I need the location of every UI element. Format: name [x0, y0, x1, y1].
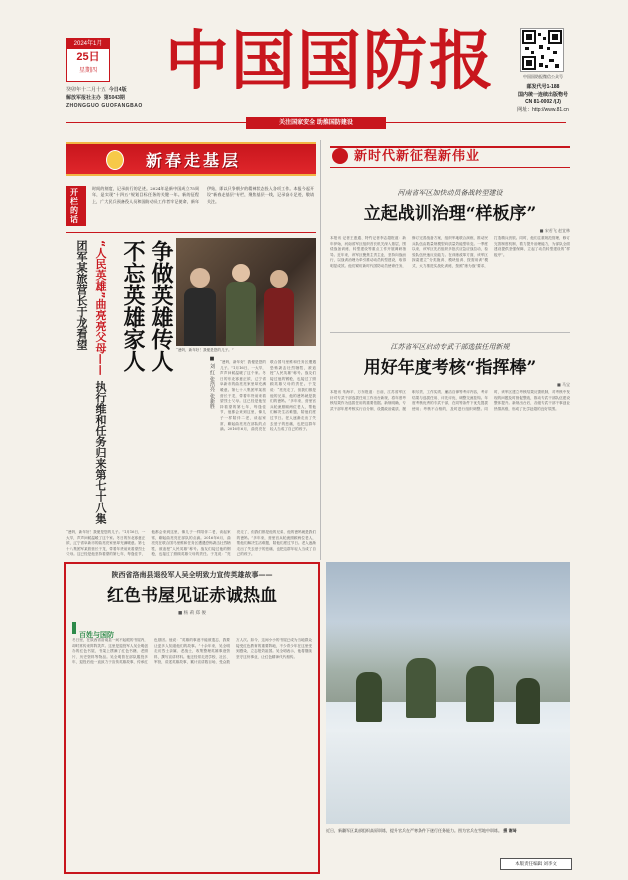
banner-title: 新春走基层 — [146, 151, 242, 170]
pinyin-title: ZHONGGUO GUOFANGBAO — [66, 103, 143, 109]
vertical-subtitle — [70, 240, 110, 530]
opener-tag — [66, 186, 86, 226]
lantern-icon — [106, 150, 124, 170]
date-weekday: 星期四 — [78, 68, 97, 74]
red-bookhouse-box — [64, 562, 320, 874]
column-tag-label: 百姓与国防 — [79, 631, 114, 639]
masthead — [0, 0, 628, 128]
cn-number: CN 81-0002 /(J) — [525, 99, 561, 105]
soldier-figure — [406, 658, 436, 718]
date-day: 25日 — [76, 51, 100, 63]
website: 网址：http://www.81.cn — [517, 106, 569, 113]
issue-number: 第5043期 — [103, 95, 125, 101]
left-body-text-upper: “爸妈，新年好！我便是您的儿子。”1月16日，一大早，声声问候温暖了这个家。冬日的东北寒意正浓，辽宁省阜新市的曲亮亮家里却充满暖意。第七十八集团军某旅营长于龙，带着年货前来看望烈士父母。这已经是他坚持看望的第七年，每逢佳节，他都会来到这里，像儿子一样陪伴二老，谈起家常，聊起曲亮亮在部队的点滴。2016年6月，曲亮亮在联合国马里维和任务区遭遇恐怖袭击壮烈牺牲，被追授“人民英雄”称号。战友们接过他的钢枪，也接过了照顾英雄父母的责任。于龙说：“亮亮走了，但我们都是他的兄弟，他的爸妈就是我们的爸妈。”多年来，营里官兵轮流照顾两位老人，帮他们解决生活难题，陪他们度过节日。老人逐渐走出了失去爱子的悲痛，也把这群年轻人当成了自己的孩子。 — [220, 360, 316, 432]
editor-line: 本版责任编辑 刘李文 — [500, 858, 572, 870]
qr-caption: 中国国防报微信公众号 — [523, 74, 563, 79]
soldier-figure — [466, 666, 494, 722]
publisher: 解放军报社主办 — [66, 95, 102, 101]
bottom-credit: ■ 杨 莉 郑 俊 — [178, 611, 206, 616]
headline-line1: 争做英雄传人 — [148, 240, 173, 372]
right-mid-credit: ■ 马宝 — [556, 382, 570, 387]
slogan: 关注国家安全 助推国防建设 — [246, 117, 386, 129]
lunar-date: 癸卯年十二月十五 — [66, 87, 107, 93]
main-headline — [114, 240, 174, 540]
divider-line — [66, 232, 316, 233]
right-top-kicker: 河南省军区加快动员备战转型建设 — [397, 189, 503, 197]
section-banner — [330, 142, 570, 172]
right-divider — [330, 332, 570, 333]
right-top-body: 本报讯 记者王惠通、特约记者李志超报道：新年伊始，河南省军区组织首长机关深入基层，围绕战备训练、转型建设等重点工作开展调研指导。近年来，该军区聚焦主责主业，坚持向战而行，以战训治理为牵引推动动员转型建设，取得明显成效。他们紧盯新时代国防动员使命任务，修订完善战备方案，组织军地联合演练，推动民兵队伍由数量规模型向质量效能型转变。一季度以来，该军区先后组织多批次应急应战拉动，检验队伍快速反应能力。在训练改革方面，该军区探索建立“分类施训、模块组训、按需用训”模式，大力推进实战化训练，按照“练为战”要求，打造精兵劲旅。同时，他们注重规范管理，修订完善制度机制，着力提升治理能力，为部队全面建设提供坚强保障，立起了动员转型建设的“样板序”。 — [330, 236, 570, 268]
right-top-headline: 立起战训治理“样板序” — [363, 204, 537, 224]
bottom-headline: 红色书屋见证赤诚热血 — [107, 586, 277, 606]
bottom-body: 冬日里，在陕西省洛南县一间不起眼的书屋内，却时常传来阵阵笑声。这里是退役军人吴全明创办的红色书屋，书架上摆满了红色书籍、老照片、历史资料等物品。吴全明曾在部队服役多年，退役后他一直致力于宣传英雄故事，传承红色基因。他说：“英雄的事迹不能被遗忘，我要让更多人知道他们的故事。”十余年来，吴全明走访烈士亲属、老战士，收集整理英雄事迹资料，撰写宣讲材料。他还经常走进学校、社区、军营，讲述英雄故事，累计宣讲数百场，受众数万人次。如今，这间小小的书屋已成为当地群众接受红色教育的重要阵地，不少青少年在这里受到感染，立志报效祖国。吴全明表示，他将继续坚守这份事业，让红色精神代代相传。 — [72, 638, 312, 665]
publication-codes — [498, 84, 588, 114]
new-spring-banner — [66, 142, 316, 176]
photo-caption-text: 近日，新疆军区某部组织高原训练，提升官兵在严寒条件下遂行任务能力。图为官兵在雪地中训练。 — [326, 828, 502, 833]
family-photo — [176, 238, 316, 346]
left-body-text: “爸妈，新年好！我便是您的儿子。”1月16日，一大早，声声问候温暖了这个家。冬日的东北寒意正浓，辽宁省阜新市的曲亮亮家里却充满暖意。第七十八集团军某旅营长于龙，带着年货前来看望烈士父母。这已经是他坚持看望的第七年，每逢佳节，他都会来到这里，像儿子一样陪伴二老，谈起家常，聊起曲亮亮在部队的点滴。2016年6月，曲亮亮在联合国马里维和任务区遭遇恐怖袭击壮烈牺牲，被追授“人民英雄”称号。战友们接过他的钢枪，也接过了照顾英雄父母的责任。于龙说：“亮亮走了，但我们都是他的兄弟，他的爸妈就是我们的爸妈。”多年来，营里官兵轮流照顾两位老人，帮他们解决生活难题，陪他们度过节日。老人逐渐走出了失去爱子的悲痛，也把这群年轻人当成了自己的孩子。 — [66, 530, 316, 557]
section-banner-title: 新时代新征程新伟业 — [354, 149, 481, 164]
soldier-figure — [516, 678, 540, 724]
newspaper-title: 中国国防报 — [165, 24, 495, 99]
slogan-bar — [66, 117, 566, 129]
snow-training-photo — [326, 562, 570, 824]
postal-code: 邮发代号1-188 — [526, 84, 560, 90]
date-box — [66, 38, 110, 82]
date-year-month: 2024年1月 — [67, 39, 109, 49]
right-mid-body: 本报讯 朱海平、万东报道：日前，江苏省军区针对专武干部选拔任用工作出台新规，将年度考核结果作为选拔任用的重要依据。新规明确，专武干部年度考核实行百分制，设置政治素质、履职尽责、工作实绩、廉洁自律等考评内容，考评结果与选拔任用、评先评优、调整交流挂钩。年度考核优秀的专武干部，在同等条件下优先提拔使用；考核不合格的，及时进行组织调整。同时，该军区建立考核结果反馈机制，对考核中发现的问题及时督促整改，推动专武干部队伍建设整体提升。新规出台后，各级专武干部干事创业热情高涨，形成了比学赶超的良好氛围。 — [330, 390, 570, 411]
right-mid-kicker: 江苏省军区启动专武干部选拔任用新规 — [390, 343, 510, 351]
vertical-subtitle-line1: “人民英雄”曲亮亮父母—— — [94, 240, 107, 376]
opener-text: 时间的刻度，记录前行的足迹。2024年是新中国成立75周年，是实现“十四五”规划目标任务的关键一年。新的征程上，广大民兵预备役人员和国防动员工作者牢记使命，新年伊始，即以只争朝夕的精神状态投入各项工作。本报今起开设“新春走基层”专栏，聚焦基层一线，记录奋斗足迹，敬请关注。 — [92, 186, 314, 204]
center-divider — [320, 140, 321, 560]
domestic-serial-label: 国内统一连续出版物号 — [517, 91, 568, 98]
bottom-kicker: 陕西省洛南县退役军人吴全明致力宣传英雄故事—— — [111, 570, 273, 579]
column-tag — [72, 622, 132, 639]
soldier-figure — [356, 672, 382, 722]
right-mid-headline: 用好年度考核“指挥棒” — [363, 358, 537, 378]
family-photo-caption: “爸妈，新年好！我便是您的儿子。” — [176, 348, 234, 352]
photo-caption — [326, 828, 570, 834]
qr-code-icon — [520, 28, 564, 72]
left-credit: ■ 刘 红 张浩亮 张新胜 — [209, 356, 215, 409]
opener-tag-label: 开栏的话 — [70, 188, 78, 224]
edition-count: 今日4版 — [108, 87, 127, 93]
section-icon — [332, 148, 348, 164]
issue-info — [66, 86, 176, 110]
headline-line2: 不忘英雄家人 — [120, 240, 145, 372]
photo-credit: 摄 谢琦 — [503, 828, 517, 833]
right-top-credit: ■ 宋若飞 赵宜林 — [539, 228, 570, 233]
vertical-subtitle-line2: 执行维和任务归来第七十八集团军某旅营长于龙看望 — [75, 240, 107, 525]
